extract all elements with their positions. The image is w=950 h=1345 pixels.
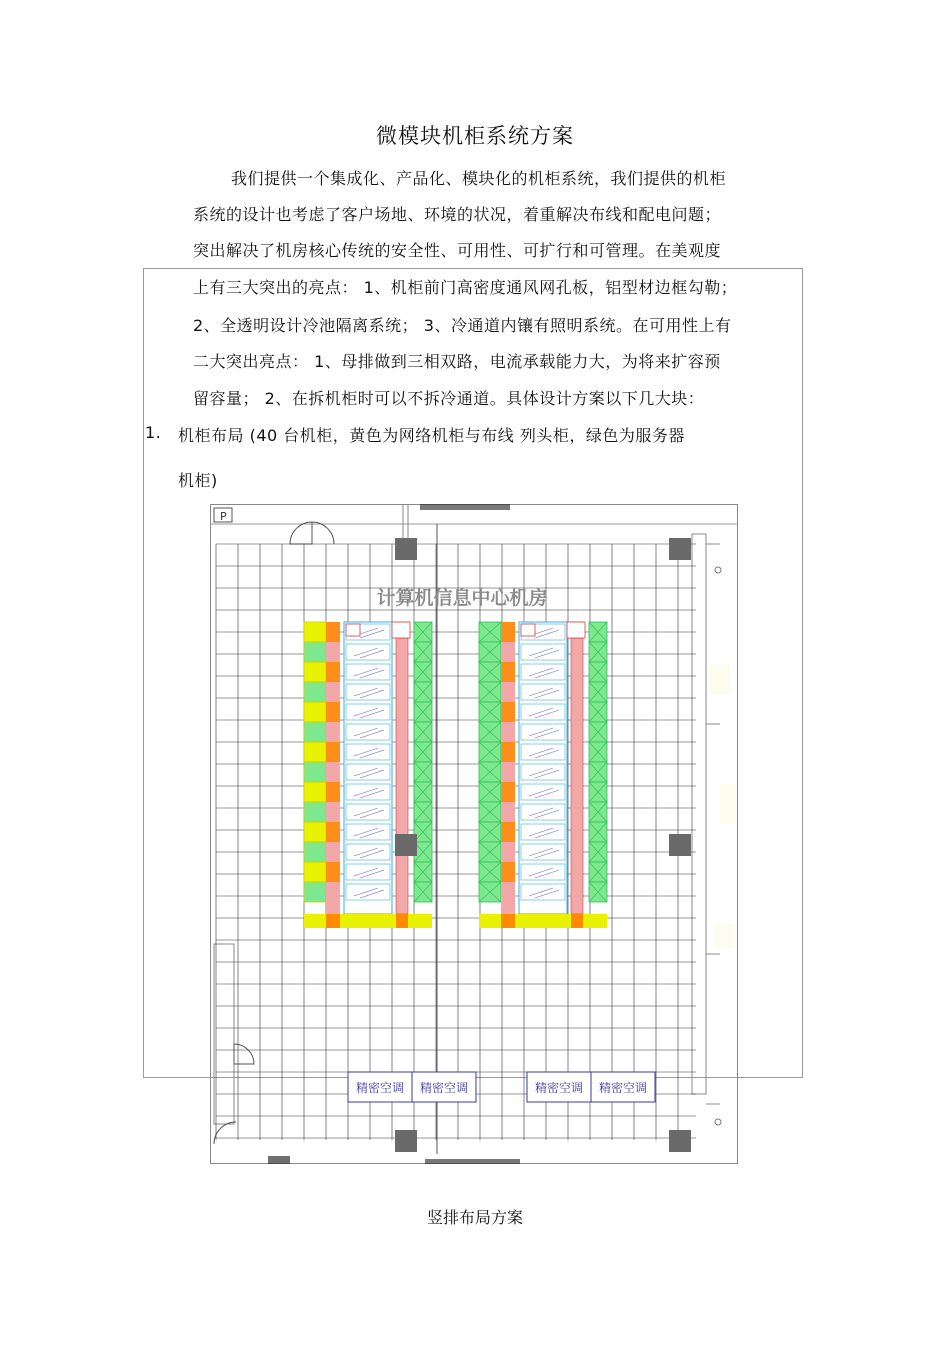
busbar-strip [396,622,408,914]
figure-caption: 竖排布局方案 [426,1208,523,1227]
list-item-text: 机柜布局 (40 台机柜，黄色为网络机柜与布线 列头柜，绿色为服务器 [178,426,685,445]
ac-group-left [348,1072,476,1102]
busbar-head [392,622,410,638]
cabinet-left [304,862,326,882]
cabinet-row-group [304,622,432,928]
ac-unit-label: 精密空调 [598,1081,648,1095]
door-bottom-left [214,1122,236,1144]
pillar [395,834,417,856]
column-head-block [571,914,583,928]
pillar [395,538,417,560]
column-head-row [479,914,607,928]
column-head-block [326,782,340,802]
document-title: 微模块机柜系统方案 [376,124,574,148]
pillar [669,538,691,560]
paragraph-line: 2、全透明设计冷池隔离系统； 3、冷通道内镶有照明系统。在可用性上有 [193,316,732,335]
column-head-block [396,914,408,928]
ac-group-right [527,1072,655,1102]
cabinet-left [304,622,326,642]
cabinet-left [304,722,326,742]
column-head-block [326,622,340,642]
busbar-strip [571,622,583,914]
paragraph-line: 留容量； 2、在拆机柜时可以不拆冷通道。具体设计方案以下几大块： [193,389,705,408]
column-head-block [501,822,515,842]
cabinet-left [304,802,326,822]
cabinet-row-group [479,622,607,928]
cold-aisle [344,622,392,914]
column-head-block [326,742,340,762]
cabinet-left [304,742,326,762]
column-head-block [501,702,515,722]
column-head-block [501,622,515,642]
column-head-block [501,914,515,928]
cabinet-left [304,662,326,682]
aisle-head [521,624,535,636]
cold-aisle [519,622,567,914]
column-head-block [326,862,340,882]
busbar-head [567,622,585,638]
cabinet-left [304,822,326,842]
list-item-text-continued: 机柜) [178,471,218,490]
column-head-block [501,862,515,882]
cabinet-left [304,682,326,702]
floor-plan-drawing [210,504,738,1166]
cabinet-left [304,642,326,662]
paragraph-line: 二大突出亮点： 1、母排做到三相双路，电流承载能力大，为将来扩容预 [193,352,721,371]
room-label: 计算机信息中心机房 [376,587,548,609]
ac-unit-label: 精密空调 [419,1081,469,1095]
ac-unit-label: 精密空调 [355,1081,405,1095]
column-head-block [326,662,340,682]
cabinet-left [304,882,326,902]
paragraph-line: 系统的设计也考虑了客户场地、环境的状况，着重解决布线和配电问题； [193,205,722,224]
right-wall [692,534,706,1094]
paragraph-line: 突出解决了机房核心传统的安全性、可用性、可扩行和可管理。在美观度 [193,241,722,260]
cabinet-left [304,702,326,722]
cabinet-left [304,762,326,782]
column-head-row [304,914,432,928]
top-wall-marking [420,504,510,510]
column-head-block [326,702,340,722]
door-left-lower [234,1044,254,1064]
pillar [669,1130,691,1152]
column-head-block [501,662,515,682]
door-top-left [290,522,312,544]
column-head-block [501,742,515,762]
door-top-right [312,522,334,544]
pillar [395,1130,417,1152]
list-number: 1. [145,423,162,442]
paragraph-line: 上有三大突出的亮点： 1、机柜前门高密度通风网孔板，铝型材边框勾勒； [193,278,738,297]
cabinet-left [304,842,326,862]
column-head-block [326,822,340,842]
aisle-head [346,624,360,636]
paragraph-line: 我们提供一个集成化、产品化、模块化的机柜系统，我们提供的机柜 [231,169,727,188]
cabinet-left [304,782,326,802]
column-head-block [501,782,515,802]
bottom-wall-marking [425,1159,520,1164]
ac-unit-label: 精密空调 [534,1081,584,1095]
top-p-label: P [220,510,227,523]
pillar [669,834,691,856]
column-head-block [326,914,340,928]
